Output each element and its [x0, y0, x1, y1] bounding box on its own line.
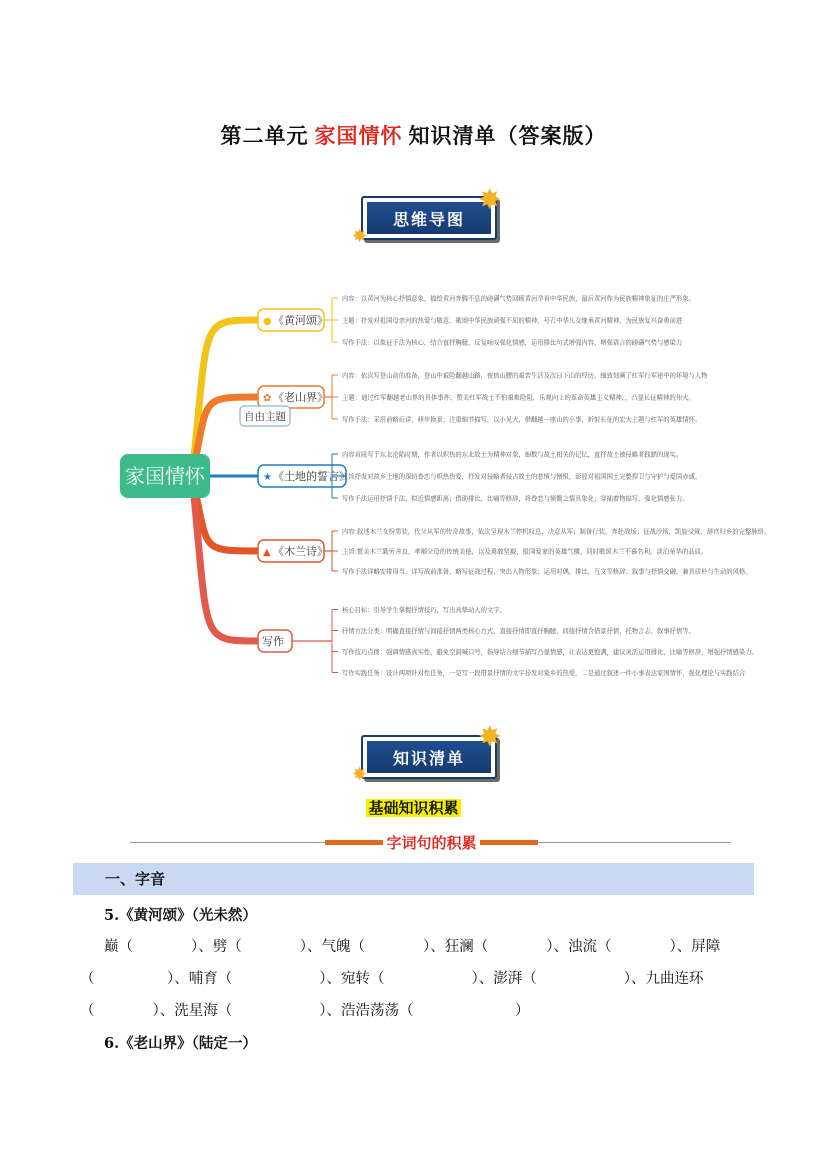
branch-item-text: 内容：依次写登山前的准备，登山中艰险翻越山路，夜宿山腰的艰苦生活及次日下山的经历，细致刻画了红军行军途中的环境与人物: [342, 372, 708, 380]
branch-icon: ✿: [263, 393, 272, 404]
title-rest: 知识清单（答案版）: [408, 123, 607, 148]
question-5-line-3: （ ）、洗星海（ ）、浩浩荡荡（ ）: [80, 1003, 530, 1019]
branch-item-text: 主旨:赞美木兰勤劳善良，孝顺父母的传统美德，以及勇敢坚毅，报国爱家的英雄气概，同时歌颂木兰不慕名利，淡泊荣华的品质。: [342, 548, 704, 556]
basic-knowledge-heading: [0, 797, 827, 818]
branch-label: 《木兰诗》: [273, 545, 328, 558]
free-topic-label: 自由主题: [244, 411, 286, 423]
star-icon: ✸: [352, 764, 368, 785]
branch-label: 写作: [262, 635, 284, 648]
branch-item-text: 主题：抒发对祖国母亲河的热爱与敬意，歌颂中华民族顽强不屈的精神，号召中华儿女继承黄河精神，为民族复兴奋勇前进: [342, 317, 683, 325]
mind-map-nodes: [120, 294, 770, 678]
divider-accent-left: [325, 840, 383, 845]
branch-item-text: 写作手法详略安排得当，详写战前准备，略写征战过程，突出人物形象；运用对偶，排比，互文等修辞；叙事与抒情交融，兼具质朴与生动的风格。: [342, 568, 752, 576]
branch-icon: ▲: [263, 547, 271, 558]
title-unit: 第二单元: [220, 123, 309, 148]
branch-icon: ●: [263, 316, 272, 327]
branch-item-text: 写作手法：以象征手法为核心，结合直抒胸臆，反复咏叹强化情感，运用排比句式增强内容，增强语言的磅礴气势与感染力: [342, 339, 683, 347]
branch-item-text: 写作手法运用抒情手法，拟近情感距离；借助排比，比喻等修辞，将眷恋与愤慨之情具象化；穿插着物描写，强化情感张力。: [342, 495, 689, 503]
section-heading-pronunciation: [73, 863, 754, 895]
branch-item-text: 写作实践任务：设计两项针对性任务，一是写一段借景抒情的文字抒发对家乡的热爱，二是通过叙述一件小事表达家国情怀，强化理论与实践结合: [342, 670, 745, 677]
branch-label: 《黄河颂》: [273, 314, 328, 327]
star-icon: ✸: [478, 720, 502, 753]
branch-item-text: 内容：以黄河为核心抒情意象，描绘黄河奔腾不息的磅礴气势回顾黄河孕育中华民族，最后黄河作为民族精神象征的庄严形象。: [342, 295, 695, 303]
star-icon: ✸: [478, 183, 502, 216]
branch-icon: ★: [263, 472, 272, 483]
branch-connector: [192, 476, 258, 641]
section-heading-label: 一、字音: [105, 870, 166, 888]
question-5-title: 5.《黄河颂》（光未然）: [104, 907, 257, 924]
branch-item-text: 主旨抒发对故乡土地的深切眷恋与炽热热爱，抒发对侵略者侵占故土的悲愤与憎恨，彰显对祖国国土完整捍卫与守护与爱国赤诚。: [342, 473, 701, 481]
knowledge-banner: [361, 735, 497, 779]
star-icon: ✸: [352, 226, 368, 247]
branch-item-text: 主题：通过红军翻越老山界的具体事件，赞美红军战士不怕艰难险阻，乐观向上的革命英雄主义精神，，凸显长征精神的伟大。: [342, 394, 692, 402]
mindmap-banner-label: 思维导图: [367, 202, 491, 234]
section-divider: [130, 832, 730, 852]
basic-knowledge-label: 基础知识积累: [368, 799, 459, 817]
question-5-line-1: 巅（ ）、劈（ ）、气魄（ ）、狂澜（ ）、浊流（ ）、屏障: [104, 939, 721, 955]
divider-accent-right: [480, 840, 538, 845]
branch-item-text: 写作手法：采用前略后详，移步换景；注重细节描写，以小见大，借翻越一座山的小事，折射长征的宏大主题与红军的英雄情怀。: [342, 416, 701, 424]
branch-item-text: 内容:叙述木兰女扮男装，代父从军的传奇故事，依次呈现木兰停机叹息，决意从军；制备行装，奔赴战场；征战沙场，凯旋受赏，辞官归乡的完整脉络。: [342, 528, 767, 536]
title-theme: 家国情怀: [314, 123, 403, 148]
branch-item-text: 写作技巧点拨：强调情感真实性，避免空洞喊口号，指导结合细节描写凸显情感，让表达更饱满，建议灵活运用排比，比喻等修辞，增强抒情感染力。: [342, 649, 758, 656]
question-5-line-2: （ ）、哺育（ ）、宛转（ ）、澎湃（ ）、九曲连环: [80, 971, 704, 987]
question-6-title: 6.《老山界》（陆定一）: [104, 1035, 257, 1052]
branch-label: 《土地的誓言》: [273, 470, 350, 483]
branch-item-text: 内容首段写于东北沦陷时期，作者以炽热的东北故土为精神对象，细数与故土相关的记忆，直抒故土被侵略者践踏的现实。: [342, 451, 683, 459]
divider-label: 字词句的积累: [383, 832, 480, 853]
branch-item-text: 抒情方法分类：明确直接抒情与间接抒情两类核心方式，直接抒情即直抒胸臆，间接抒情含借景抒情，托物言志，叙事抒情等。: [342, 628, 695, 635]
center-node-label: 家国情怀: [125, 464, 205, 488]
branch-item-text: 核心目标：引导学生掌握抒情技巧，写出真挚动人的文字。: [342, 607, 506, 614]
branch-label: 《老山界》: [273, 391, 328, 404]
knowledge-banner-label: 知识清单: [367, 741, 491, 773]
